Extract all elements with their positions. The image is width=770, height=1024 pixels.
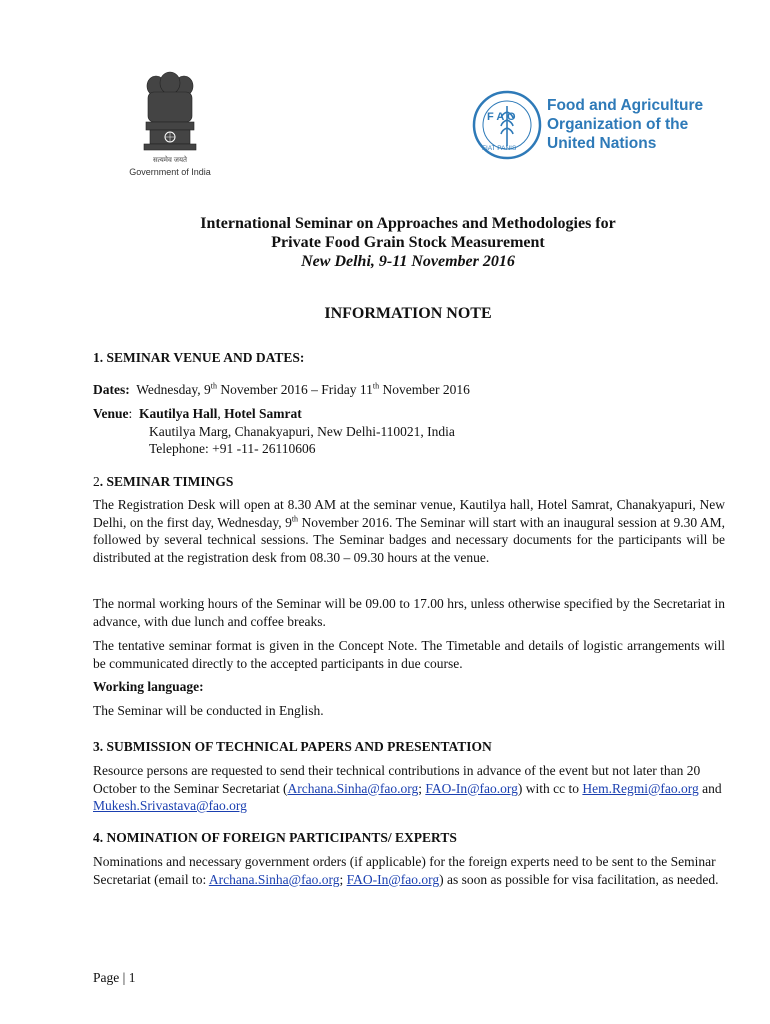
timings-p1-sup: th [291,514,299,523]
section2-number: 2 [93,474,100,489]
nomination-text-start: Nominations and necessary government orders (if applicable) for the foreign experts need to be sent to the Seminar Secretariat (email to: [93,854,716,887]
fao-seal-motto: FIAT PANIS [482,145,517,152]
information-note-heading: INFORMATION NOTE [324,305,492,322]
section3-heading: 3. SUBMISSION OF TECHNICAL PAPERS AND PRESENTATION [93,739,492,754]
nomination-sep: ; [339,871,347,887]
section2-title: . SEMINAR TIMINGS [99,474,234,489]
timings-p1-end: November 2016. The Seminar will start with an inaugural session at 9.30 AM, followed by several technical sessions. The Seminar badges and necessary documents for the participants will be distributed at the registration desk from 08.30 – 09.30 hours at the venue. [93,514,725,565]
document-title [90,214,726,271]
title-line1: International Seminar on Approaches and Methodologies for [200,215,616,232]
dates-sup1: th [210,381,218,391]
email-link-mukesh[interactable]: Mukesh.Srivastava@fao.org [93,798,247,813]
page-number: 1 [128,970,136,985]
page-separator: | [122,970,126,985]
fao-name-line2: Organization of the [547,116,689,133]
papers-text-start: Resource persons are requested to send their technical contributions in advance of the event but not later than 20 October to the Seminar Secretariat ( [93,763,701,796]
email-link-archana[interactable]: Archana.Sinha@fao.org [287,780,419,796]
fao-name-line3: United Nations [547,135,657,152]
goi-caption: Government of India [129,167,211,177]
venue-telephone: Telephone: +91 -11- 26110606 [149,441,316,456]
section4-heading: 4. NOMINATION OF FOREIGN PARTICIPANTS/ EXPERTS [93,830,457,845]
goi-motto: सत्यमेव जयते [152,157,188,164]
venue-address: Kautilya Marg, Chanakyapuri, New Delhi-110021, India [149,424,455,439]
fao-name-line1: Food and Agriculture [547,97,704,114]
email-link-fao-in[interactable]: FAO-In@fao.org [425,780,518,796]
dates-sup2: th [372,381,380,391]
papers-sep: ; [418,780,426,796]
nomination-text-end: ) as soon as possible for visa facilitation, as needed. [439,871,719,887]
venue-hotel: Hotel Samrat [224,406,302,421]
venue-label: Venue [93,406,129,421]
lion-capital-icon [120,70,220,156]
dates-label: Dates: [93,382,130,397]
dates-end: November 2016 [379,382,470,397]
fao-seal-letter-f: F A O [487,111,516,123]
email-link-fao-in-2[interactable]: FAO-In@fao.org [346,871,440,887]
fao-logo [472,90,712,160]
timings-paragraph1 [93,496,725,566]
page-footer [93,970,135,986]
government-of-india-emblem [120,70,220,180]
timings-paragraph3: The tentative seminar format is given in the Concept Note. The Timetable and details of logistic arrangements will be communicated directly to the accepted participants in due course. [93,638,725,671]
papers-text-and: and [698,780,722,796]
fao-seal-icon [472,90,542,160]
section1-heading: 1. SEMINAR VENUE AND DATES: [93,350,305,365]
papers-paragraph [93,762,725,815]
email-link-archana-2[interactable]: Archana.Sinha@fao.org [208,871,340,887]
timings-paragraph2: The normal working hours of the Seminar will be 09.00 to 17.00 hrs, unless otherwise specified by the Secretariat in advance, with due lunch and coffee breaks. [93,596,725,629]
title-line3: New Delhi, 9-11 November 2016 [301,253,515,270]
dates-line [93,381,470,398]
working-language-heading: Working language: [93,679,204,694]
dates-start: Wednesday, 9 [136,382,211,397]
timings-p1-start: The Registration Desk will open at 8.30 AM at the seminar venue, Kautilya hall, Hotel Samrat, Chanakyapuri, New Delhi, on the first day, Wednesday, 9 [93,497,725,530]
dates-mid: November 2016 – Friday 11 [217,382,373,397]
venue-line: Venue: Kautilya Hall, Hotel Samrat [93,406,302,421]
page-label: Page [93,970,120,985]
email-link-hem[interactable]: Hem.Regmi@fao.org [582,780,699,796]
nomination-paragraph [93,853,725,888]
venue-hall: Kautilya Hall [139,406,218,421]
title-line2: Private Food Grain Stock Measurement [271,234,545,251]
papers-text-mid: ) with cc to [517,780,583,796]
working-language-text: The Seminar will be conducted in English. [93,703,324,718]
section2-heading [93,474,233,490]
fao-name [547,96,703,153]
